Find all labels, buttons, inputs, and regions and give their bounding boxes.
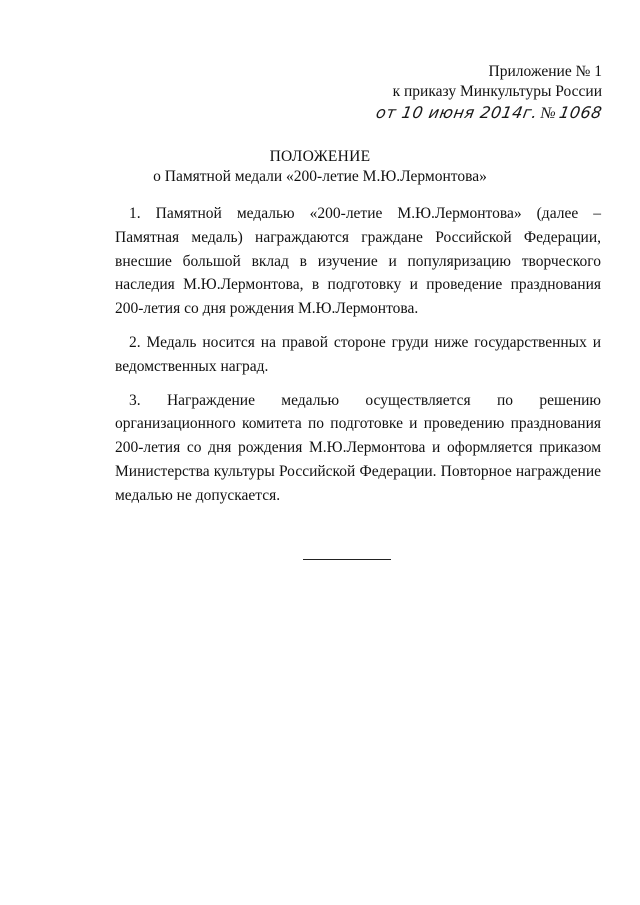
title-subheading: о Памятной медали «200-летие М.Ю.Лермонтова» bbox=[153, 168, 487, 185]
document-title bbox=[0, 147, 640, 187]
handwritten-date: 10 июня 2014г. bbox=[400, 103, 540, 122]
handwritten-order-number: 1068 bbox=[557, 103, 604, 122]
document-body bbox=[115, 202, 601, 518]
paragraph-1: 1. Памятной медалью «200-летие М.Ю.Лермонтова» (далее – Памятная медаль) награждаются граждане Российской Федерации, внесшие большой вклад в изучение и популяризацию творческого наследия М.Ю.Лермонтова, в подготовку и проведение празднования 200-летия со дня рождения М.Ю.Лермонтова. bbox=[115, 205, 601, 318]
paragraph-3: 3. Награждение медалью осуществляется по решению организационного комитета по подготовке и проведению празднования 200-летия со дня рождения М.Ю.Лермонтова и оформляется приказом Министерства культуры Российской Федерации. Повторное награждение медалью не допускается. bbox=[115, 391, 601, 504]
title-heading: ПОЛОЖЕНИЕ bbox=[269, 148, 371, 165]
appendix-order-reference: к приказу Минкультуры России bbox=[392, 83, 602, 100]
appendix-header bbox=[376, 62, 602, 124]
paragraph-2: 2. Медаль носится на правой стороне груди ниже государственных и ведомственных наград. bbox=[115, 333, 601, 375]
appendix-number: Приложение № 1 bbox=[488, 63, 602, 80]
end-divider-line bbox=[303, 559, 391, 560]
number-label: № bbox=[539, 105, 558, 122]
date-prefix: от bbox=[374, 103, 399, 122]
handwritten-date-line bbox=[374, 103, 604, 124]
